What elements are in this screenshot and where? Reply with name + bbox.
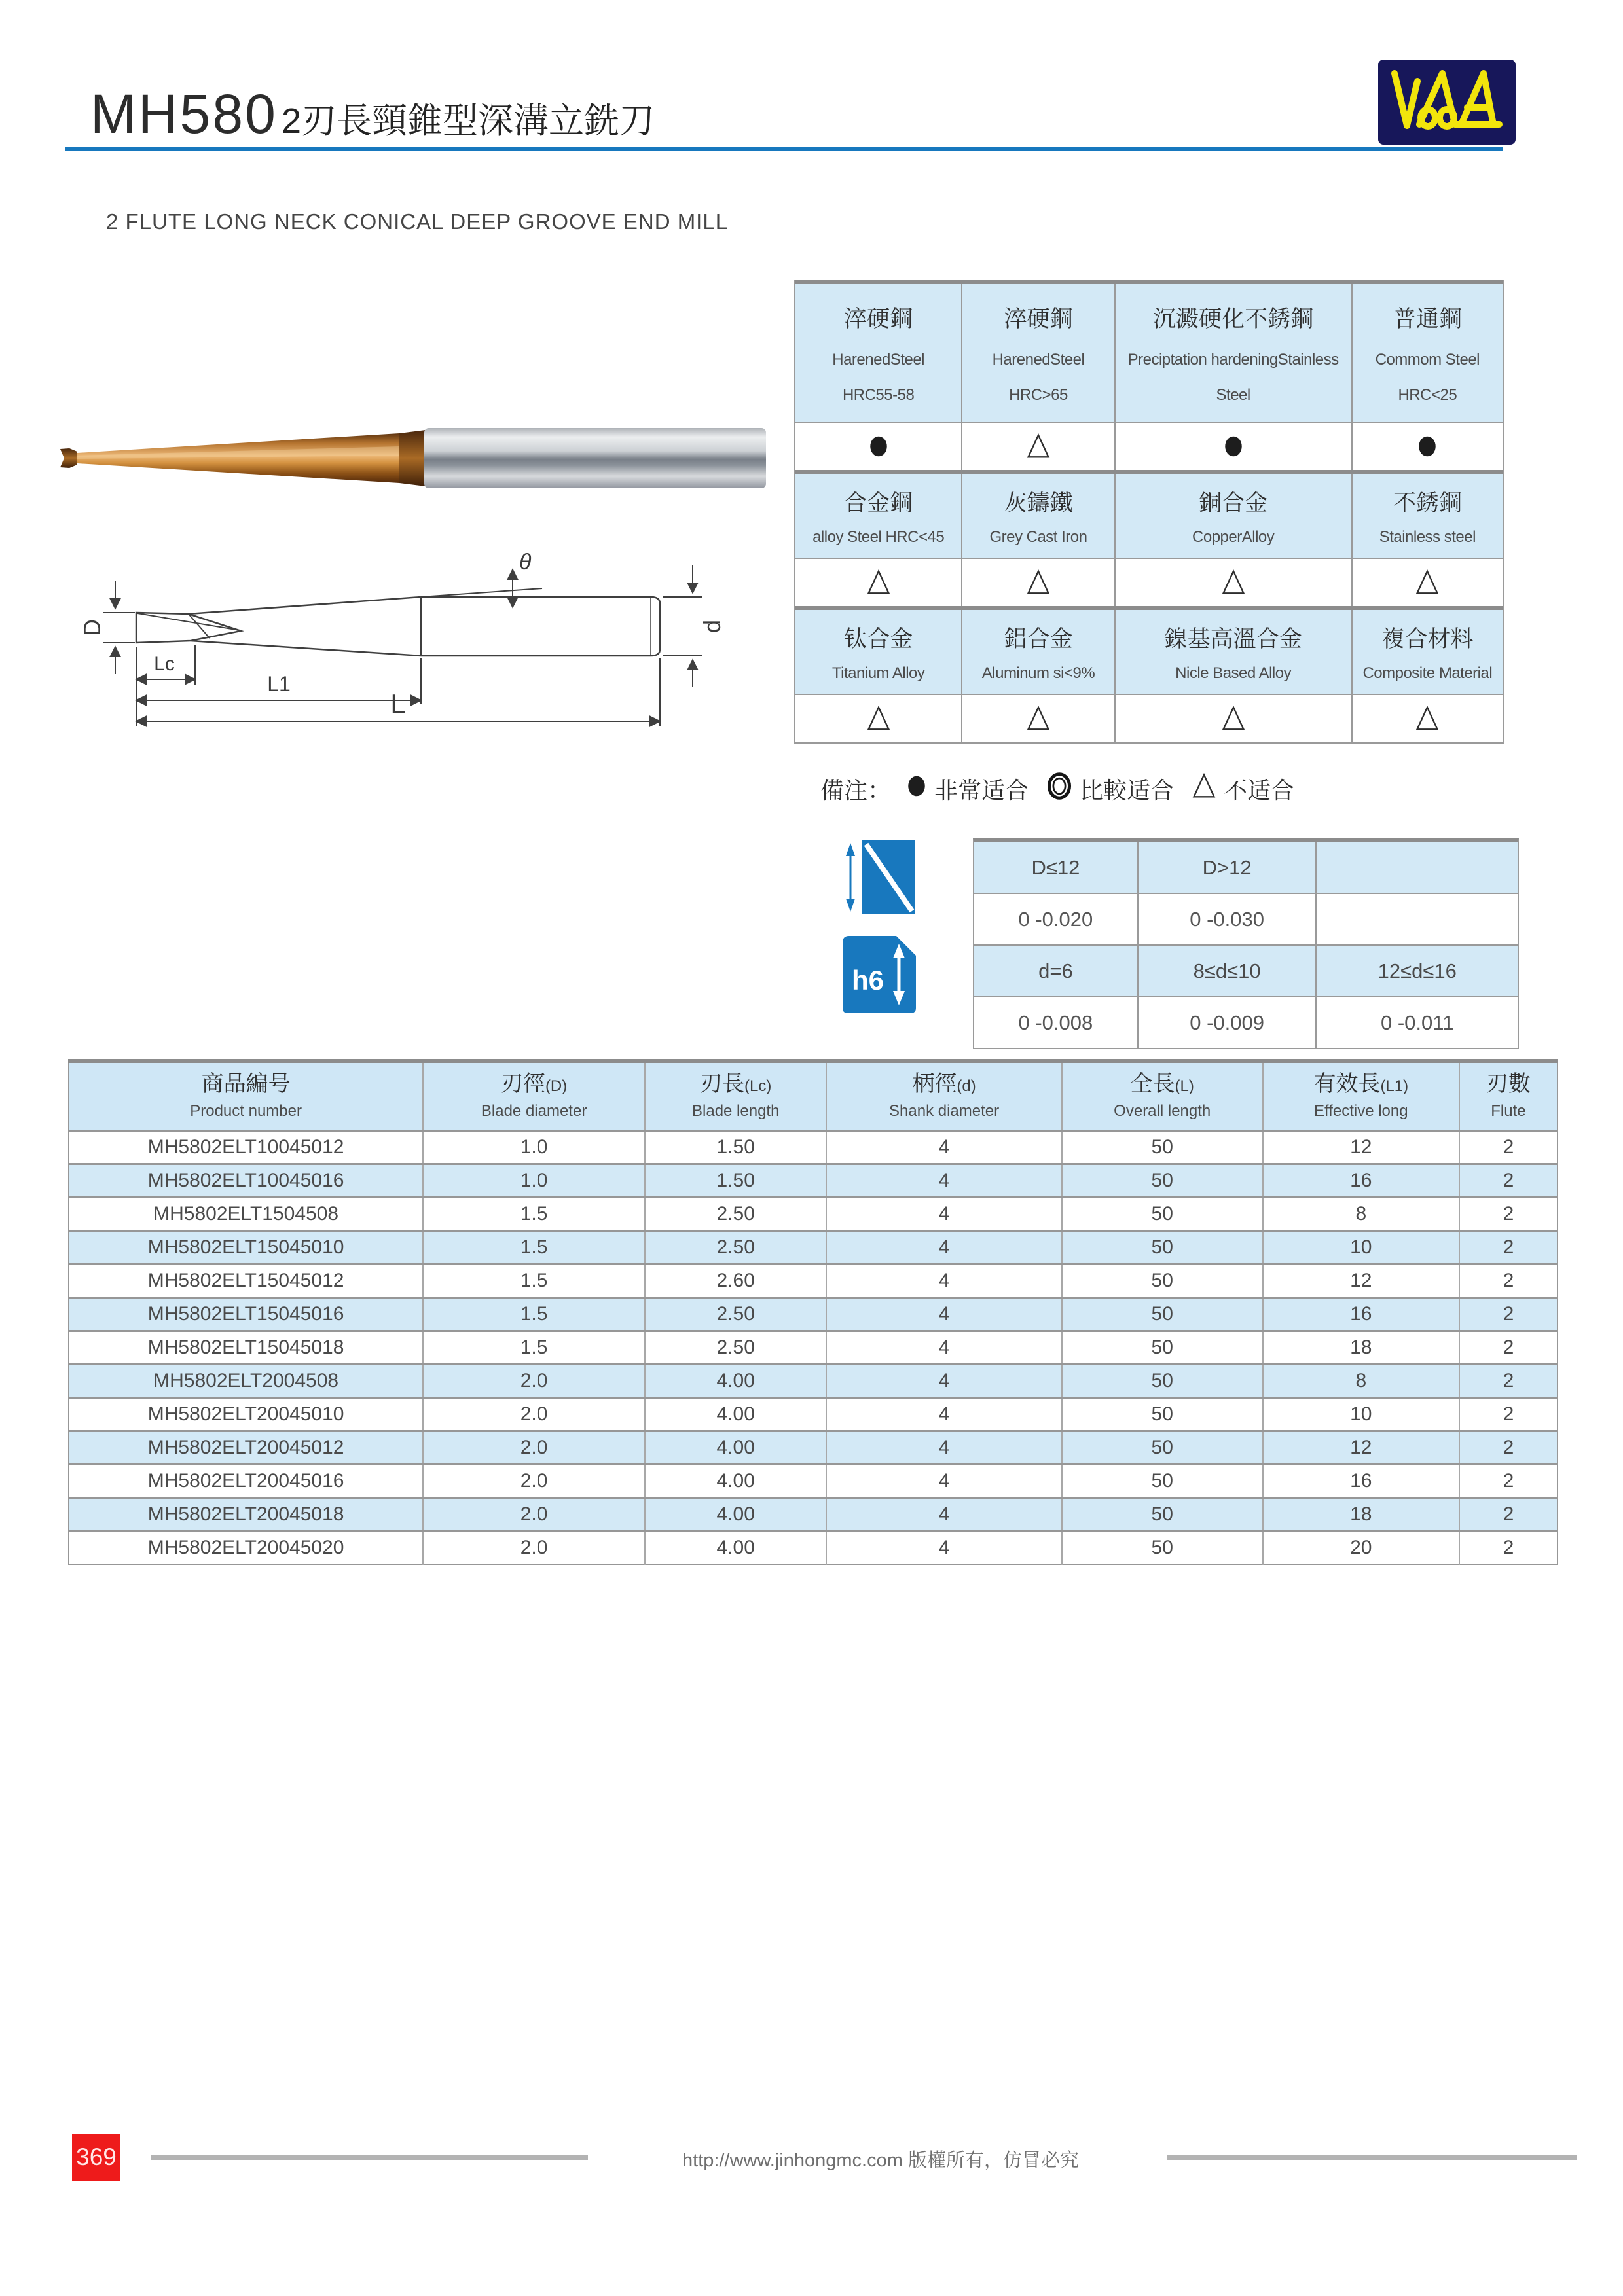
- table-cell: 2: [1459, 1198, 1558, 1231]
- material-name-zh: 鎳基高溫合金: [1164, 626, 1302, 652]
- table-cell: 16: [1263, 1465, 1459, 1498]
- table-cell: 50: [1062, 1431, 1263, 1465]
- table-cell: MH5802ELT20045010: [69, 1398, 423, 1431]
- product-table-body: [69, 1131, 1558, 1565]
- column-header-en: Overall length: [1114, 1102, 1211, 1120]
- table-cell: 4: [826, 1331, 1061, 1365]
- table-cell: 2: [1459, 1431, 1558, 1465]
- material-cell: [795, 610, 961, 694]
- page-title-zh: 2刃長頸錐型深溝立銑刀: [282, 101, 655, 141]
- triangle-icon: [1025, 569, 1051, 596]
- material-hardness: HRC55-58: [842, 386, 915, 404]
- material-cell: [961, 610, 1114, 694]
- tolerance-table: [973, 838, 1519, 1049]
- column-header-zh: 刃長(Lc): [700, 1071, 772, 1097]
- triangle-icon: [1220, 569, 1247, 596]
- table-cell: 1.50: [645, 1164, 826, 1198]
- table-cell: 50: [1062, 1164, 1263, 1198]
- tool-shank: [424, 428, 766, 488]
- table-cell: 1.5: [423, 1198, 645, 1231]
- material-cell: [795, 474, 961, 558]
- tool-neck-transition: [399, 430, 426, 486]
- table-cell: 2.60: [645, 1265, 826, 1298]
- table-cell: 4: [826, 1465, 1061, 1498]
- suitability-symbol-cell: [1114, 694, 1351, 742]
- material-name-zh: 沉澱硬化不銹鋼: [1153, 306, 1314, 332]
- legend-item-label: 非常适合: [934, 776, 1029, 804]
- material-name-en: Preciptation hardeningStainless: [1127, 351, 1339, 368]
- table-cell: 1.50: [645, 1131, 826, 1164]
- column-header-dim: (L1): [1380, 1077, 1409, 1096]
- tolerance-header-cell: 8≤d≤10: [1139, 946, 1316, 996]
- table-cell: 2: [1459, 1164, 1558, 1198]
- footer-divider-right: [1167, 2155, 1577, 2160]
- triangle-icon: [1414, 706, 1440, 732]
- legend-item: [1046, 771, 1174, 807]
- dim-label-L1: L1: [267, 672, 291, 696]
- column-header: [1459, 1061, 1558, 1131]
- dim-label-d: d: [699, 619, 725, 634]
- table-row: [69, 1231, 1558, 1265]
- table-cell: MH5802ELT15045016: [69, 1298, 423, 1331]
- table-cell: 2: [1459, 1532, 1558, 1565]
- material-name-zh: 淬硬鋼: [1004, 306, 1073, 332]
- material-name-en: Grey Cast Iron: [989, 528, 1087, 547]
- material-symbol-row: [795, 694, 1503, 742]
- material-hardness: HRC>65: [1009, 386, 1068, 404]
- suitability-symbol-cell: [961, 694, 1114, 742]
- table-cell: 8: [1263, 1198, 1459, 1231]
- table-cell: 1.0: [423, 1164, 645, 1198]
- column-header-en: Flute: [1491, 1102, 1526, 1120]
- table-cell: 18: [1263, 1331, 1459, 1365]
- table-row: [69, 1131, 1558, 1164]
- triangle-icon: [1025, 706, 1051, 732]
- dim-label-L: L: [390, 689, 406, 719]
- footer-divider-left: [151, 2155, 588, 2160]
- suitability-symbol-cell: [1351, 694, 1503, 742]
- triangle-icon: [866, 706, 892, 732]
- table-cell: 50: [1062, 1465, 1263, 1498]
- material-group: [795, 606, 1503, 742]
- table-cell: 50: [1062, 1131, 1263, 1164]
- triangle-icon: [1025, 433, 1051, 459]
- material-name-zh: 銅合金: [1199, 490, 1268, 516]
- tolerance-header-cell: [1317, 842, 1518, 893]
- tolerance-value-cell: 0 -0.008: [974, 997, 1137, 1048]
- material-name-zh: 複合材料: [1381, 626, 1474, 652]
- table-row: [69, 1498, 1558, 1532]
- table-cell: 50: [1062, 1231, 1263, 1265]
- table-cell: 4: [826, 1431, 1061, 1465]
- material-cell: [1114, 610, 1351, 694]
- header-rule: [65, 147, 1503, 151]
- suitability-symbol-cell: [1351, 422, 1503, 470]
- table-cell: 50: [1062, 1398, 1263, 1431]
- table-row: [69, 1265, 1558, 1298]
- table-row: [69, 1298, 1558, 1331]
- legend-symbol: [1046, 771, 1073, 807]
- legend-items: [905, 771, 1311, 807]
- table-cell: 2.0: [423, 1365, 645, 1398]
- table-cell: 2.0: [423, 1398, 645, 1431]
- table-cell: 12: [1263, 1431, 1459, 1465]
- table-cell: MH5802ELT10045012: [69, 1131, 423, 1164]
- column-header-en: Blade diameter: [481, 1102, 587, 1120]
- double-circle-icon: [1046, 771, 1073, 801]
- suitability-symbol-cell: [961, 558, 1114, 606]
- blade-diameter-tolerance-icon: [843, 839, 916, 916]
- material-hardness: HRC<25: [1398, 386, 1457, 404]
- table-cell: 4: [826, 1365, 1061, 1398]
- product-header-row: [69, 1061, 1558, 1131]
- legend-item: [1191, 772, 1294, 806]
- table-cell: 2.0: [423, 1532, 645, 1565]
- dim-label-D: D: [79, 619, 105, 636]
- material-cell: [1114, 474, 1351, 558]
- table-cell: 16: [1263, 1164, 1459, 1198]
- table-cell: 10: [1263, 1231, 1459, 1265]
- table-cell: 2: [1459, 1465, 1558, 1498]
- column-header: [826, 1061, 1061, 1131]
- tolerance-header-cell: d=6: [974, 946, 1137, 996]
- legend-item: [905, 772, 1029, 806]
- material-name-zh: 合金鋼: [844, 490, 913, 516]
- material-group: [795, 470, 1503, 606]
- tool-photo: [59, 427, 767, 490]
- table-cell: MH5802ELT1504508: [69, 1198, 423, 1231]
- table-cell: 50: [1062, 1198, 1263, 1231]
- table-row: [69, 1365, 1558, 1398]
- column-header: [645, 1061, 826, 1131]
- suitability-symbol-cell: [961, 422, 1114, 470]
- material-name-en: alloy Steel HRC<45: [812, 528, 945, 547]
- table-cell: 1.5: [423, 1331, 645, 1365]
- drawing-shank: [421, 597, 660, 656]
- material-name-zh: 钛合金: [844, 626, 913, 652]
- table-cell: 1.5: [423, 1265, 645, 1298]
- triangle-icon: [1220, 706, 1247, 732]
- suitability-legend: [820, 770, 1311, 808]
- table-cell: 4: [826, 1532, 1061, 1565]
- material-cell: [1351, 474, 1503, 558]
- column-header-dim: (L): [1175, 1077, 1194, 1096]
- column-header-en: Product number: [190, 1102, 302, 1120]
- table-cell: 18: [1263, 1498, 1459, 1532]
- brand-logo: [1377, 59, 1516, 145]
- table-cell: 10: [1263, 1398, 1459, 1431]
- table-cell: 50: [1062, 1532, 1263, 1565]
- table-cell: 4: [826, 1198, 1061, 1231]
- column-header: [1062, 1061, 1263, 1131]
- table-cell: 2: [1459, 1298, 1558, 1331]
- material-symbol-row: [795, 422, 1503, 470]
- material-name-en: HarenedSteel: [832, 351, 925, 368]
- material-hardness: Steel: [1216, 386, 1250, 404]
- table-cell: 4.00: [645, 1532, 826, 1565]
- material-name-zh: 普通鋼: [1393, 306, 1462, 332]
- table-cell: 2: [1459, 1265, 1558, 1298]
- material-name-en: Nicle Based Alloy: [1175, 664, 1292, 683]
- material-cell: [1351, 284, 1503, 422]
- page-title: MH580: [90, 83, 278, 145]
- material-name-zh: 鋁合金: [1004, 626, 1073, 652]
- dim-label-Lc: Lc: [154, 653, 175, 675]
- page-number-badge: 369: [72, 2134, 120, 2181]
- table-cell: MH5802ELT20045012: [69, 1431, 423, 1465]
- tolerance-header-cell: D≤12: [974, 842, 1137, 893]
- filled-circle-icon: [905, 773, 928, 799]
- tolerance-header-cell: D>12: [1139, 842, 1316, 893]
- material-cell: [961, 474, 1114, 558]
- shank-tolerance-icon: [843, 936, 916, 1013]
- column-header-en: Effective long: [1313, 1102, 1408, 1120]
- dim-label-theta: θ: [519, 550, 532, 575]
- table-row: [69, 1198, 1558, 1231]
- material-cell: [795, 284, 961, 422]
- column-header-en: Shank diameter: [889, 1102, 1000, 1120]
- legend-label: 備注：: [820, 776, 892, 804]
- table-cell: 2.0: [423, 1498, 645, 1532]
- materials-table: [794, 280, 1504, 744]
- material-name-en: Commom Steel: [1375, 351, 1480, 368]
- tolerance-header-cell: 12≤d≤16: [1317, 946, 1518, 996]
- material-group: [795, 280, 1503, 470]
- table-cell: MH5802ELT20045016: [69, 1465, 423, 1498]
- table-cell: MH5802ELT20045018: [69, 1498, 423, 1532]
- drawing-taper-bottom: [191, 641, 421, 656]
- column-header-dim: (d): [957, 1077, 976, 1096]
- table-cell: 4: [826, 1164, 1061, 1198]
- material-name-zh: 淬硬鋼: [844, 306, 913, 332]
- column-header-dim: (Lc): [744, 1077, 772, 1096]
- table-cell: 50: [1062, 1331, 1263, 1365]
- table-cell: 50: [1062, 1498, 1263, 1532]
- material-name-zh: 不銹鋼: [1393, 490, 1462, 516]
- table-cell: 4: [826, 1398, 1061, 1431]
- product-table: [68, 1059, 1558, 1565]
- table-row: [69, 1398, 1558, 1431]
- table-cell: 50: [1062, 1265, 1263, 1298]
- column-header: [1263, 1061, 1459, 1131]
- legend-symbol: [905, 773, 928, 805]
- table-row: [69, 1532, 1558, 1565]
- table-cell: MH5802ELT15045010: [69, 1231, 423, 1265]
- table-cell: 2: [1459, 1398, 1558, 1431]
- column-header-zh: 全長(L): [1130, 1071, 1194, 1097]
- column-header-zh: 有效長(L1): [1313, 1071, 1409, 1097]
- table-cell: 2: [1459, 1331, 1558, 1365]
- table-cell: 2.0: [423, 1431, 645, 1465]
- column-header-zh: 刃數: [1486, 1071, 1531, 1097]
- table-cell: 1.5: [423, 1231, 645, 1265]
- table-cell: 8: [1263, 1365, 1459, 1398]
- column-header-zh: 柄徑(d): [912, 1071, 976, 1097]
- filled-circle-icon: [1222, 433, 1245, 459]
- table-cell: MH5802ELT15045018: [69, 1331, 423, 1365]
- material-name-en: Stainless steel: [1379, 528, 1476, 547]
- table-cell: 4: [826, 1265, 1061, 1298]
- table-cell: 1.0: [423, 1131, 645, 1164]
- table-cell: 2.0: [423, 1465, 645, 1498]
- table-cell: MH5802ELT2004508: [69, 1365, 423, 1398]
- suitability-symbol-cell: [795, 694, 961, 742]
- table-cell: MH5802ELT15045012: [69, 1265, 423, 1298]
- table-cell: 4.00: [645, 1465, 826, 1498]
- column-header: [423, 1061, 645, 1131]
- material-header-row: [795, 284, 1503, 422]
- table-cell: 4.00: [645, 1398, 826, 1431]
- triangle-icon: [1414, 569, 1440, 596]
- table-cell: 1.5: [423, 1298, 645, 1331]
- tool-cutting-head: [60, 448, 77, 468]
- material-cell: [1351, 610, 1503, 694]
- column-header-zh: 商品編号: [201, 1071, 291, 1097]
- material-name-en: Titanium Alloy: [831, 664, 925, 683]
- table-cell: 20: [1263, 1532, 1459, 1565]
- subtitle: 2 FLUTE LONG NECK CONICAL DEEP GROOVE END MILL: [106, 209, 729, 234]
- legend-item-label: 不适合: [1224, 776, 1295, 804]
- table-cell: 4: [826, 1231, 1061, 1265]
- table-cell: 4.00: [645, 1365, 826, 1398]
- column-header: [69, 1061, 423, 1131]
- table-cell: 50: [1062, 1365, 1263, 1398]
- material-symbol-row: [795, 558, 1503, 606]
- material-cell: [961, 284, 1114, 422]
- material-name-en: Composite Material: [1362, 664, 1493, 683]
- tolerance-value-cell: [1317, 894, 1518, 944]
- filled-circle-icon: [1416, 433, 1438, 459]
- filled-circle-icon: [867, 433, 890, 459]
- material-name-zh: 灰鑄鐵: [1004, 490, 1073, 516]
- table-cell: 2: [1459, 1131, 1558, 1164]
- table-cell: 2: [1459, 1231, 1558, 1265]
- material-cell: [1114, 284, 1351, 422]
- table-cell: 4.00: [645, 1498, 826, 1532]
- table-cell: 12: [1263, 1131, 1459, 1164]
- triangle-icon: [866, 569, 892, 596]
- tolerance-value-cell: 0 -0.030: [1139, 894, 1316, 944]
- material-name-en: HarenedSteel: [992, 351, 1085, 368]
- table-cell: 16: [1263, 1298, 1459, 1331]
- shank-tolerance-label: h6: [852, 965, 884, 996]
- table-row: [69, 1164, 1558, 1198]
- table-row: [69, 1431, 1558, 1465]
- suitability-symbol-cell: [1351, 558, 1503, 606]
- suitability-symbol-cell: [795, 422, 961, 470]
- footer-copyright: http://www.jinhongmc.com 版權所有，仿冒必究: [682, 2150, 1079, 2171]
- table-cell: 12: [1263, 1265, 1459, 1298]
- triangle-icon: [1191, 773, 1217, 799]
- drawing-taper-top: [189, 597, 421, 614]
- table-cell: 2.50: [645, 1231, 826, 1265]
- table-cell: 2.50: [645, 1198, 826, 1231]
- material-header-row: [795, 474, 1503, 558]
- suitability-symbol-cell: [795, 558, 961, 606]
- table-cell: 4: [826, 1298, 1061, 1331]
- tolerance-value-cell: 0 -0.011: [1317, 997, 1518, 1048]
- material-name-en: CopperAlloy: [1192, 528, 1275, 547]
- material-name-en: Aluminum si<9%: [981, 664, 1095, 683]
- table-cell: 4: [826, 1131, 1061, 1164]
- column-header-dim: (D): [545, 1077, 568, 1096]
- legend-item-label: 比較适合: [1080, 776, 1175, 804]
- table-cell: 4.00: [645, 1431, 826, 1465]
- suitability-symbol-cell: [1114, 422, 1351, 470]
- table-cell: 4: [826, 1498, 1061, 1532]
- material-header-row: [795, 610, 1503, 694]
- table-row: [69, 1465, 1558, 1498]
- table-cell: 2.50: [645, 1331, 826, 1365]
- table-cell: 2.50: [645, 1298, 826, 1331]
- table-row: [69, 1331, 1558, 1365]
- table-cell: MH5802ELT10045016: [69, 1164, 423, 1198]
- table-cell: MH5802ELT20045020: [69, 1532, 423, 1565]
- table-cell: 50: [1062, 1298, 1263, 1331]
- tolerance-value-cell: 0 -0.009: [1139, 997, 1316, 1048]
- legend-symbol: [1191, 773, 1217, 805]
- column-header-en: Blade length: [692, 1102, 780, 1120]
- tolerance-value-cell: 0 -0.020: [974, 894, 1137, 944]
- table-cell: 2: [1459, 1365, 1558, 1398]
- column-header-zh: 刃徑(D): [500, 1071, 568, 1097]
- table-cell: 2: [1459, 1498, 1558, 1532]
- suitability-symbol-cell: [1114, 558, 1351, 606]
- dimension-drawing: [38, 539, 792, 740]
